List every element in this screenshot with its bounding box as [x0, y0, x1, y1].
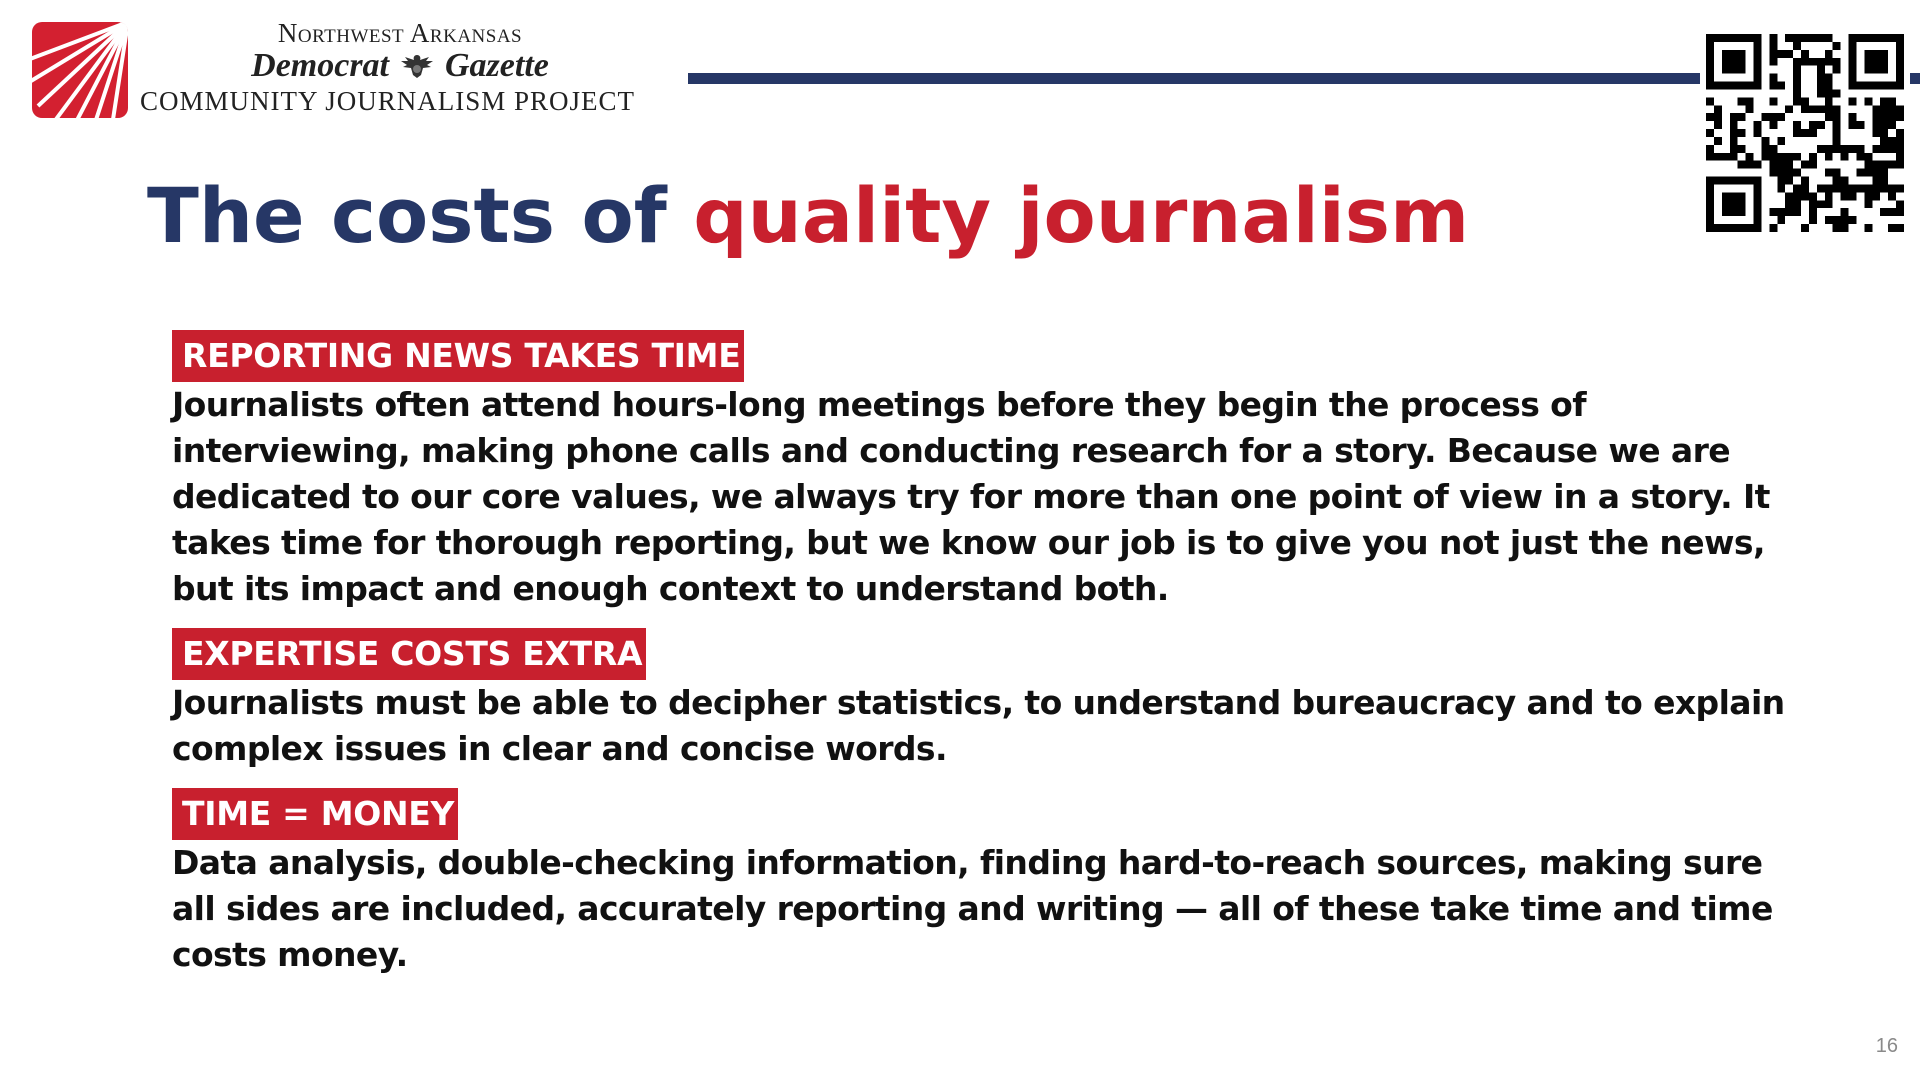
section-heading: REPORTING NEWS TAKES TIME: [172, 330, 744, 382]
masthead: [140, 18, 660, 118]
eagle-emblem-icon: [397, 51, 437, 81]
sunburst-logo-icon: [32, 22, 128, 118]
qr-code-icon: [1700, 28, 1910, 238]
masthead-project: COMMUNITY JOURNALISM PROJECT: [140, 86, 636, 116]
section-heading: TIME = MONEY: [172, 788, 458, 840]
page-title-part-a: The costs of: [147, 171, 667, 260]
masthead-region: Northwest Arkansas: [277, 18, 523, 48]
masthead-paper-name: [140, 48, 660, 84]
section-body: Data analysis, double-checking information, finding hard-to-reach sources, making sure all sides are included, accurately reporting and writing — all of these take time and time costs money.: [172, 843, 1773, 974]
section-time-money: [172, 788, 1812, 978]
page-number: 16: [1875, 1035, 1898, 1057]
page-title: [147, 170, 1469, 262]
section-heading: EXPERTISE COSTS EXTRA: [172, 628, 646, 680]
paper-name-right: Gazette: [445, 47, 549, 84]
section-reporting-time: [172, 330, 1812, 612]
section-body: Journalists must be able to decipher statistics, to understand bureaucracy and to explain complex issues in clear and concise words.: [172, 683, 1785, 768]
content: [172, 330, 1812, 978]
paper-name-left: Democrat: [251, 47, 389, 84]
section-expertise: [172, 628, 1812, 772]
section-body: Journalists often attend hours-long meetings before they begin the process of interviewing, making phone calls and conducting research for a story. Because we are dedicated to our core values, we always try for more than one point of view in a story. It takes time for thorough reporting, but we know our job is to give you not just the news, but its impact and enough context to understand both.: [172, 385, 1770, 608]
page-title-part-b: quality journalism: [693, 171, 1470, 260]
